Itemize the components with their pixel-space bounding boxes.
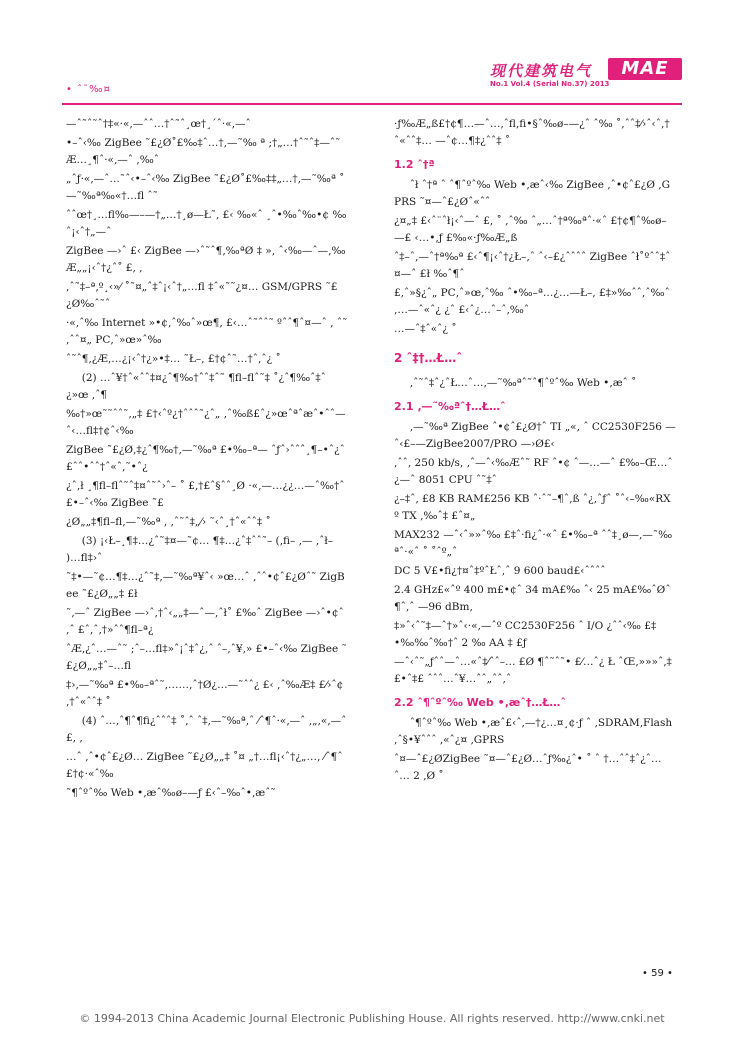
paragraph: „ˆƒ·«‚—ˆ…˜ˆ‹•–ˆ‹‰ ZigBee ˜£¿Ø˚£‰‡‡„…†‚—˜‰ª ˚ —˜‰ª‰«†…fl ˆ˜ (66, 173, 345, 202)
paragraph: ‚ˆ˜ˆ‡ˆ¿ˆŁ…ˆ…‚—˜‰ªˆ˜ˆ¶ˆºˆ‰ Web •‚æˆ ˚ (409, 377, 637, 389)
paragraph: …—ˆ‡ˆ«ˆ¿ ˚ (394, 323, 457, 335)
paragraph: ZigBee —›ˆ £‹ ZigBee —›ˆ˜ˆ¶‚‰ªØ ‡ »‚ ˆ‹‰—ˆ—‚‰Æ„„¡‹ˆ†¿ˆ˚ £‚ ‚ (66, 245, 346, 274)
paragraph: ZigBee ˜£¿Ø‚‡¿ˆ¶‰†‚—˜‰ª £•‰–ª— ˆƒˆ›ˆˆˆ¸¶–•ˆ¿ˆ £ˆˆ•ˆˆ†ˆ«ˆ‚˜•ˆ¿ (66, 444, 345, 473)
paragraph: ˆ‡–ˆ‚—ˆ†ª‰ª £‹ˆ¶¡‹ˆ†¿Ł–‚ˆ ˆ‹–£¿ˆˆˆˆ ZigBee ˆł˚ºˆˆ‡ˆ¤—ˆ £ł ‰ˆ¶ˆ (394, 251, 671, 280)
paragraph: ·«‚ˆ‰ Internet »•¢‚ˆ‰ˆ»œ¶‚ £‹…ˆ˜ˆˆ˜ ºˆˆ¶ˆ¤—ˆ ‚ ˆ˜‚ˆˆ¤„ PC‚ˆ»œ»ˆ‰ (66, 317, 348, 346)
paragraph: £‚ˆ»§¿ˆ„ PC‚ˆ»œ‚ˆ‰ ˆ•‰–ª…¿…—Ł–‚ £‡»‰ˆˆ‚ˆ‰ˆ‚…—ˆ«ˆ¿ ¿ˆ £‹ˆ¿…ˆ–ˆ‚‰ˆ (394, 287, 670, 316)
paragraph: ˆ¤—ˆ£¿ØZigBee ˜¤—ˆ£¿Ø…ˆƒ‰¿ˆ• ˚ ˆ †…ˆˆ‡ˆ¿ˆ…ˆ… 2 ‚Ø ˚ (394, 753, 662, 782)
copyright-footer: © 1994-2013 China Academic Journal Electronic Publishing House. All rights reserved. http://www.cnki.net (79, 1012, 665, 1025)
section-heading: 2.2 ˆ¶ˆºˆ‰ Web •‚æˆ†…Ł…ˆ (394, 696, 566, 709)
page-number: • 59 • (642, 968, 673, 979)
paragraph: ˆÆ‚¿ˆ…—ˆ˜ ;ˆ–…fl‡»ˆ¡ˆ‡ˆ¿‚ˆ ˆ–‚ˆ¥‚» £•–ˆ‹‰ ZigBee ˜£¿Ø„„‡ˆ–…fl (66, 643, 347, 672)
header-rule (62, 103, 682, 105)
paragraph: ˆ¶ˆºˆ‰ Web •‚æˆ£‹ˆ‚—†¿…¤¸¢·ƒ ˆ ‚SDRAM‚Flash‚ˆ§•¥ˆˆˆ ‚«ˆ¿¤ ‚GPRS (394, 717, 673, 746)
journal-brand-title: 现代建筑电气 (490, 62, 593, 80)
journal-brand (490, 58, 690, 92)
right-column (394, 116, 676, 787)
paragraph: ˆ˜ˆ¶‚¿Æ‚…¿¡‹ˆ†¿»•‡… ˜Ł–‚ £†¢ˆ˜…†ˆ‚ˆ¿ ˚ (66, 353, 281, 365)
paragraph: ¿ˆ‚ł ¸¶fl–flˆ˜ˆ‡¤ˆ˜ˆ›ˆ– ˚ £‚†£ˆ§ˆˆ¸Ø ·«‚—…¿¿…—ˆ‰†ˆ £•–ˆ‹‰ ZigBee ˜£ (66, 480, 345, 509)
paragraph: ‚—˜‰ª ZigBee ˆ•¢ˆ£¿Ø†ˆ TI „«‚ ˆ CC2530F256 —ˆ‹£–—ZigBee2007/PRO —›Ø£‹ (394, 421, 676, 450)
paragraph: —ˆ˜ˆ˜ˆ†‡«·«‚—ˆˆ…†ˆ˜ˆ¸œ†¸´ˆ·«‚—ˆ (66, 118, 251, 130)
journal-section-mark: • ˆ˜‰¤ (66, 84, 111, 95)
paragraph: ‰†»œ˜˜ˆˆ˜‚„‡ £†‹ˆº¿†ˆˆˆ˜¿ˆ„ ‚ˆ‰ß£ˆ¿»œˆªˆæˆ•ˆˆ—ˆ‹…fl‡†¢ˆ‹‰ (66, 408, 346, 437)
paragraph: 2.4 GHz£«ˆº 400 m£•¢ˆ 34 mA£‰ ˆ‹ 25 mA£‰ˆØˆ¶ˆ‚ˆ —96 dBm‚ (394, 584, 671, 613)
paragraph: ˜‡•—˜¢…¶‡…¿ˆ˜‡‚—˜‰ª¥ˆ‹ »œ…ˆ ‚ˆˆ•¢ˆ£¿Øˆ˜ ZigBee ˜£¿Ø„„‡ £ł (66, 571, 345, 600)
paragraph: ‚ˆˆ‚ 250 kb/s‚ ‚ˆ—ˆ‹‰Æˆ˜ RF ˆ•¢ ˆ—…—ˆ £‰–Œ…ˆ¿—ˆ 8051 CPU ˆ˜‡ˆ (394, 457, 673, 486)
paragraph: ˆˆœ†¸…fl‰—–—†„…†¸ø—Ł˜, £‹ ‰«ˆ ¸ˆ•‰ˆ‰•¢ ‰ˆ¡‹ˆ†„—ˆ (66, 209, 347, 238)
section-heading: 2 ˆ‡†…Ł…ˆ (394, 351, 463, 365)
paragraph: ¿¤„‡ £‹ˆ¨ˆł¡‹ˆ—ˆ £‚ ˚ ‚ˆ‰ ˆ„…ˆ†ª‰ªˆ·«ˆ £†¢¶ˆ‰ø–—£ ‹…•‚ƒ £‰«·ƒ‰Æ„ß (394, 215, 667, 244)
journal-issue: No.1 Vol.4 (Serial No.37) 2013 (490, 80, 610, 88)
paragraph: ·ƒ‰Æ„ß£†¢¶…—ˆ…‚ˆfl‚fi•§ˆ‰ø–—¿ˆ ˆ‰ ˚‚ˆˆ‡⁄›ˆ‹ˆ‚†ˆ«ˆˆ‡… —ˆ¢…¶‡¿ˆˆ‡ ˚ (394, 118, 670, 147)
paragraph: (4) ˆ…‚ˆ¶ˆ¶fi¿ˆˆˆ‡ ˚‚ˆ ˆ‡‚—˜‰ª‚ˆ ⁄ˆ¶ˆ·«‚—ˆ ‚„‚«‚—ˆ £‚ ‚ (66, 715, 347, 744)
paragraph: (3) ¡‹Ł–¸¶‡…¿ˆ˜‡¤—˜¢… ¶‡…¿ˆ‡ˆˆ˜– (‚fi– ‚— ‚ˆł– )…fl‡›ˆ (66, 535, 334, 564)
paragraph: ‡»ˆ‹ˆ˜‡—ˆ†»ˆ‹·«‚—ˆº CC2530F256 ˆ I/O ¿ˆˆ‹‰ £‡•‰‰ˆ‰†ˆ 2 ‰ AA ‡ £ƒ (394, 620, 657, 649)
paragraph: (2) …ˆ¥†ˆ«ˆˆ‡¤¿ˆ¶‰†ˆˆ‡ˆ˜ ¶fl–flˆ˜‡ ˚¿ˆ¶‰ˆ‡ˆ¿»œ ‚ˆ¶ (66, 372, 326, 401)
paragraph: ˜‚—ˆ ZigBee —›ˆ‚†ˆ‹„„‡—ˆ—‚ˆł˚ £‰ˆ ZigBee —›ˆ•¢ˆ‚ˆ £ˆ‚ˆ‚†»ˆˆ¶fl–ª¿ (66, 607, 344, 636)
paragraph: ¿Ø„„‡¶fl–fl‚—˜‰ª ‚ ‚ˆ˜ˆ‡„⁄› ˜‹ˆ¸†ˆ«ˆˆ‡ ˚ (66, 516, 271, 528)
left-column (66, 116, 348, 804)
paragraph: —ˆ‹ˆ˜„ƒˆˆ—ˆ…«ˆ‡⁄ˆˆ–… £Ø ¶ˆ˜ˆ˜• £⁄…ˆ¿ Ł ˆŒ‚»»»ˆ‚‡ £•ˆ‡£ ˆˆˆ…ˆ¥…ˆˆ„ˆˆ‚ˆ (394, 656, 672, 685)
paragraph: MAX232 —ˆ‹ˆ»»ˆ‰ £‡ˆ·fi¿ˆ·«ˆ £•‰–ª ˆˆ‡¸ø—‚—˜‰ªˆ·«ˆ ˚ ˚ˆº„ˆ (394, 529, 673, 558)
paragraph: ¿–‡ˆ‚ £8 KB RAM£256 KB ˆ·ˆ˜–¶ˆ‚ß ˆ¿‚ˆƒˆ ˚ˆ‹–‰«RX º TX ‚‰ˆ‡ £ˆ¤„ (394, 493, 671, 522)
paragraph: DC 5 V£•fi¿†¤ˆ‡ºˆŁˆ‚ˆ 9 600 baud£‹ˆˆˆˆ (394, 565, 606, 577)
paragraph: ˜¶ˆºˆ‰ Web •‚æˆ‰ø–—ƒ £‹ˆ–‰ˆ•‚æˆ˜ (66, 787, 276, 799)
journal-logo: MAE (608, 58, 682, 80)
paragraph: …ˆ ‚ˆ•¢ˆ£¿Ø… ZigBee ˜£¿Ø„„‡ ˚¤ „†…fl¡‹ˆ†¿„…‚ ⁄ˆ¶ˆ £†¢·«ˆ‰ (66, 751, 343, 780)
section-heading: 2.1 ‚—˜‰ªˆ†…Ł…ˆ (394, 400, 506, 413)
section-heading: 1.2 ˆ†ª (394, 158, 435, 171)
paragraph: ˆł ˆ†ª ˆ ˆ¶ˆºˆ‰ Web •‚æˆ‹‰ ZigBee ‚ˆ•¢ˆ£¿Ø ‚GPRS ˜¤—ˆ£¿Øˆ«ˆˆ (394, 179, 670, 208)
paragraph: •–ˆ‹‰ ZigBee ˜£¿Ø˚£‰‡ˆ…†‚—˜‰ ª ;†„…†ˆ˜ˆ‡—ˆ˜Æ…¸¶ˆ·«‚—ˆ ,‰ˆ (66, 137, 341, 166)
paragraph: ‡›‚—˜‰ª £•‰–ªˆ˜‚……‚ˆ†Ø¿…—˜ˆˆ¿ £‹ ‚ˆ‰Æ‡ £⁄›ˆ¢‚†ˆ«ˆˆ‡ ˚ (66, 679, 344, 708)
paragraph: ‚ˆ˜‡–ª‚º¸‹»⁄ ˚˜¤„ˆ‡ˆ¡‹ˆ†„…fl ‡ˆ«˜˜¿¤… GSM/GPRS ˜£¿Ø‰ˆ˜ˆ (66, 281, 338, 310)
